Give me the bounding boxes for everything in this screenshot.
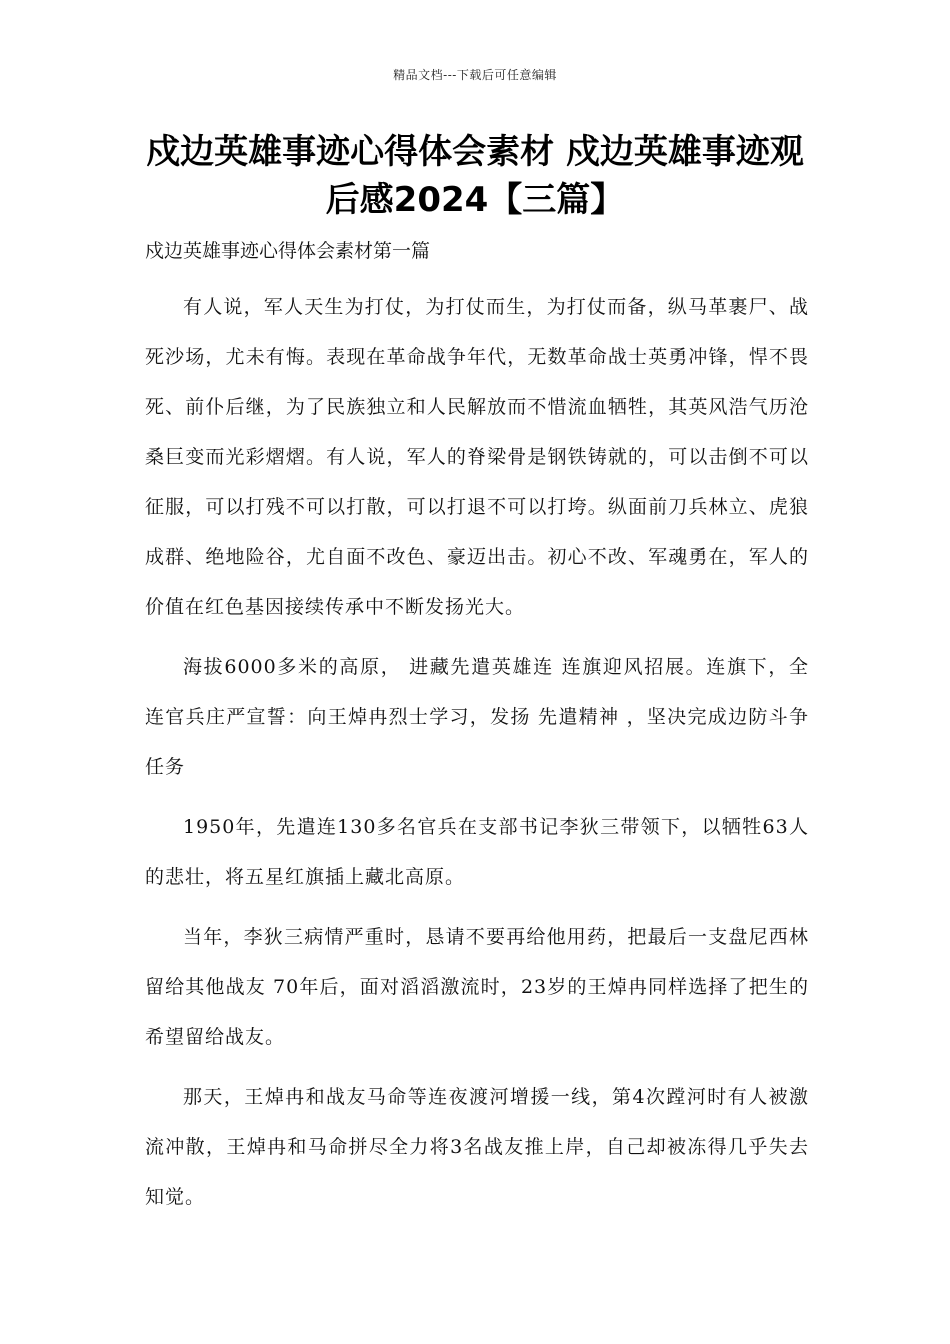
section-heading: 戍边英雄事迹心得体会素材第一篇: [145, 240, 431, 262]
page-header-note: 精品文档---下载后可任意编辑: [393, 68, 557, 82]
document-body: [145, 282, 809, 1232]
paragraph: 海拔6000多米的高原， 进藏先遣英雄连 连旗迎风招展。连旗下，全连官兵庄严宣誓：向王焯冉烈士学习，发扬 先遣精神 ，坚决完成边防斗争任务: [145, 656, 809, 778]
document-title: 戍边英雄事迹心得体会素材 戍边英雄事迹观后感2024【三篇】: [146, 132, 804, 220]
paragraph: 1950年，先遣连130多名官兵在支部书记李狄三带领下，以牺牲63人的悲壮，将五星红旗插上藏北高原。: [145, 816, 809, 888]
paragraph: 当年，李狄三病情严重时，恳请不要再给他用药，把最后一支盘尼西林留给其他战友 70年后，面对滔滔激流时，23岁的王焯冉同样选择了把生的希望留给战友。: [145, 926, 809, 1048]
paragraph: 有人说，军人天生为打仗，为打仗而生，为打仗而备，纵马革裹尸、战死沙场，尤未有悔。表现在革命战争年代，无数革命战士英勇冲锋，悍不畏死、前仆后继，为了民族独立和人民解放而不惜流血牺牲，其英风浩气历沧桑巨变而光彩熠熠。有人说，军人的脊梁骨是钢铁铸就的，可以击倒不可以征服，可以打残不可以打散，可以打退不可以打垮。纵面前刀兵林立、虎狼成群、绝地险谷，尤自面不改色、豪迈出击。初心不改、军魂勇在，军人的价值在红色基因接续传承中不断发扬光大。: [145, 296, 809, 618]
paragraph: 那天，王焯冉和战友马命等连夜渡河增援一线，第4次蹚河时有人被激流冲散，王焯冉和马命拼尽全力将3名战友推上岸，自己却被冻得几乎失去知觉。: [145, 1086, 809, 1208]
